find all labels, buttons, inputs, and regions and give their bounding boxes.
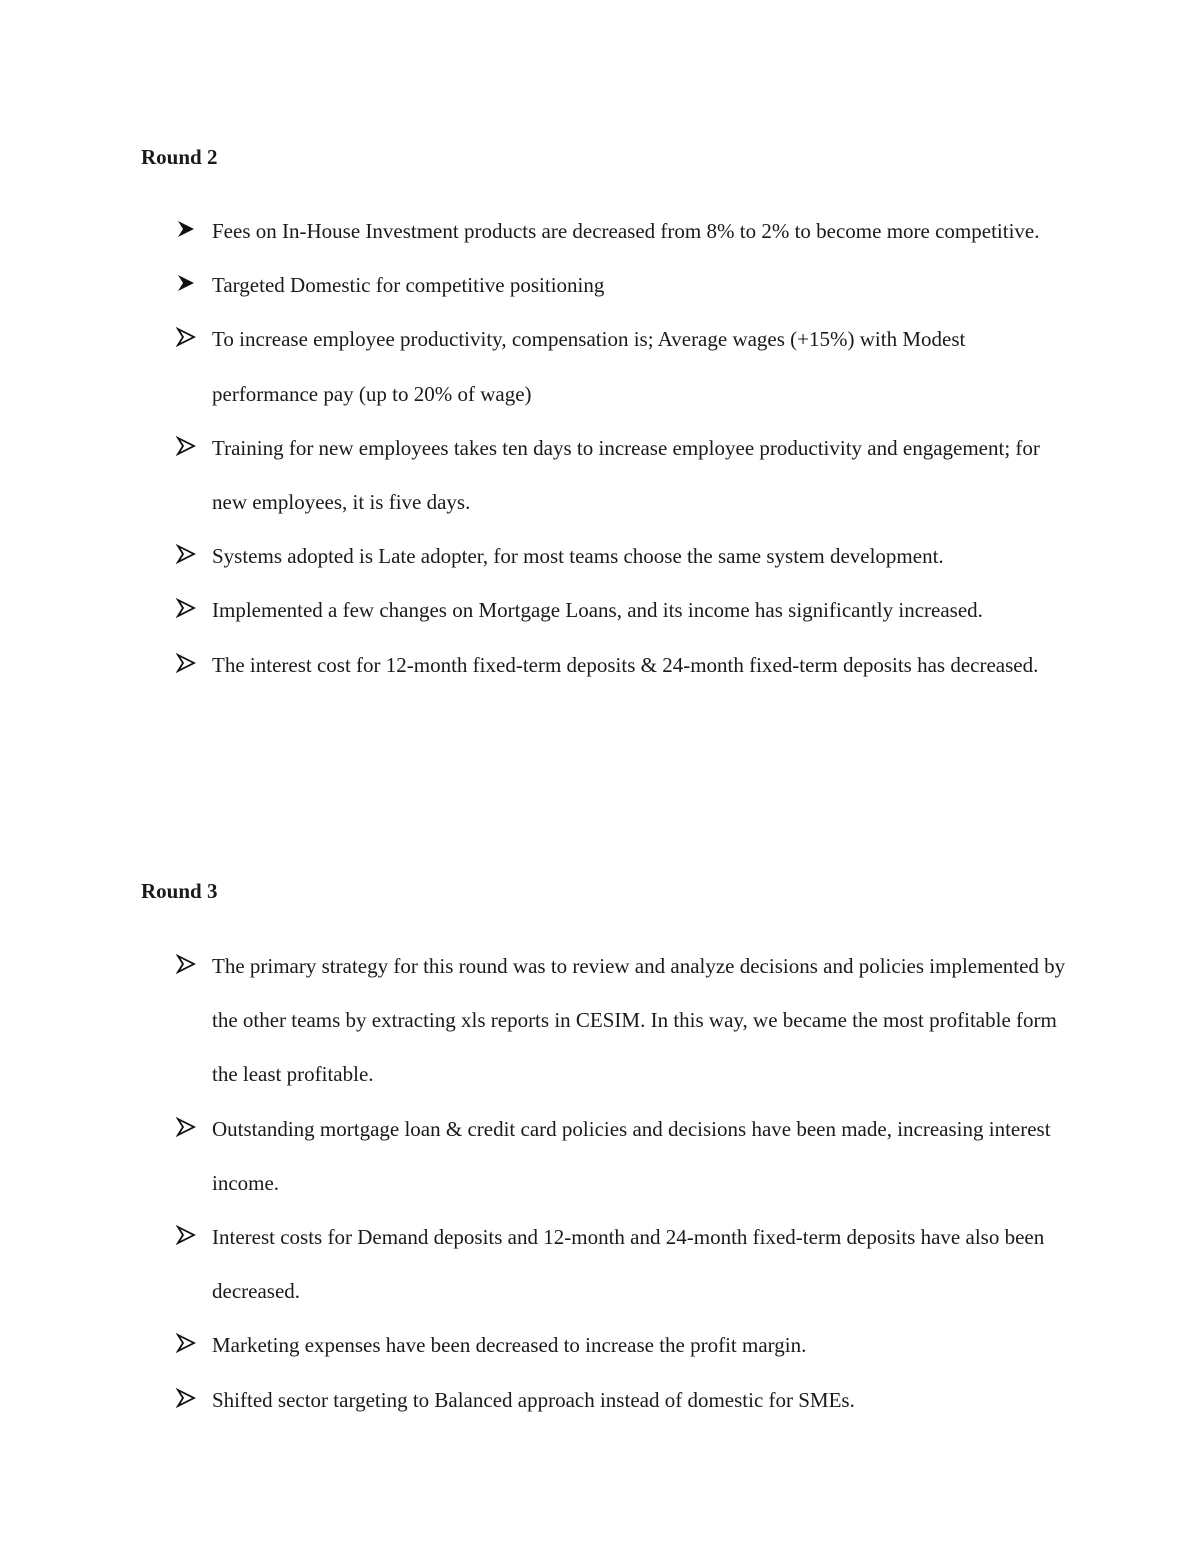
arrowhead-bullet-icon <box>176 1225 196 1245</box>
bullet-text: The primary strategy for this round was to review and analyze decisions and policies implemented by the other teams by extracting xls reports in CESIM. In this way, we became the most profitable form the least profitable. <box>212 954 1066 1087</box>
list-item <box>176 638 1076 692</box>
list-item <box>176 1373 1076 1427</box>
list-item <box>176 939 1076 1102</box>
arrowhead-bullet-icon <box>176 653 196 673</box>
arrowhead-bullet-icon <box>176 1117 196 1137</box>
arrowhead-bullet-icon <box>176 954 196 974</box>
list-item <box>176 1210 1076 1318</box>
list-item <box>176 421 1076 529</box>
bullet-text: Training for new employees takes ten days to increase employee productivity and engagement; for new employees, it is five days. <box>212 435 1040 515</box>
round-2-bullet-list <box>176 204 1076 692</box>
round-3-heading: Round 3 <box>141 879 218 903</box>
bullet-text: Fees on In-House Investment products are decreased from 8% to 2% to become more competitive. <box>212 219 1040 243</box>
bullet-text: Shifted sector targeting to Balanced approach instead of domestic for SMEs. <box>212 1387 855 1412</box>
arrowhead-bullet-icon <box>176 1388 196 1408</box>
bullet-text: The interest cost for 12-month fixed-term deposits & 24-month fixed-term deposits has decreased. <box>212 652 1039 677</box>
list-item <box>176 529 1076 583</box>
arrowhead-bullet-icon <box>176 598 196 618</box>
arrowhead-bullet-icon <box>176 1333 196 1353</box>
list-item <box>176 583 1076 637</box>
bullet-text: Marketing expenses have been decreased to increase the profit margin. <box>212 1333 807 1358</box>
arrowhead-bullet-icon <box>176 436 196 456</box>
bullet-text: Outstanding mortgage loan & credit card policies and decisions have been made, increasing interest income. <box>212 1116 1051 1195</box>
arrowhead-bullet-icon <box>176 327 196 347</box>
bullet-text: Targeted Domestic for competitive positioning <box>212 273 605 298</box>
round-3-bullet-list <box>176 939 1076 1427</box>
bullet-text: To increase employee productivity, compensation is; Average wages (+15%) with Modest performance pay (up to 20% of wage) <box>212 327 966 406</box>
list-item <box>176 204 1076 258</box>
arrowhead-bullet-icon <box>176 219 196 239</box>
round-2-heading: Round 2 <box>141 145 218 169</box>
arrowhead-bullet-icon <box>176 273 196 293</box>
list-item <box>176 1318 1076 1372</box>
list-item <box>176 258 1076 312</box>
bullet-text: Systems adopted is Late adopter, for most teams choose the same system development. <box>212 544 944 569</box>
list-item <box>176 312 1076 420</box>
bullet-text: Implemented a few changes on Mortgage Loans, and its income has significantly increased. <box>212 598 983 623</box>
arrowhead-bullet-icon <box>176 544 196 564</box>
list-item <box>176 1102 1076 1210</box>
bullet-text: Interest costs for Demand deposits and 12-month and 24-month fixed-term deposits have also been decreased. <box>212 1225 1045 1304</box>
